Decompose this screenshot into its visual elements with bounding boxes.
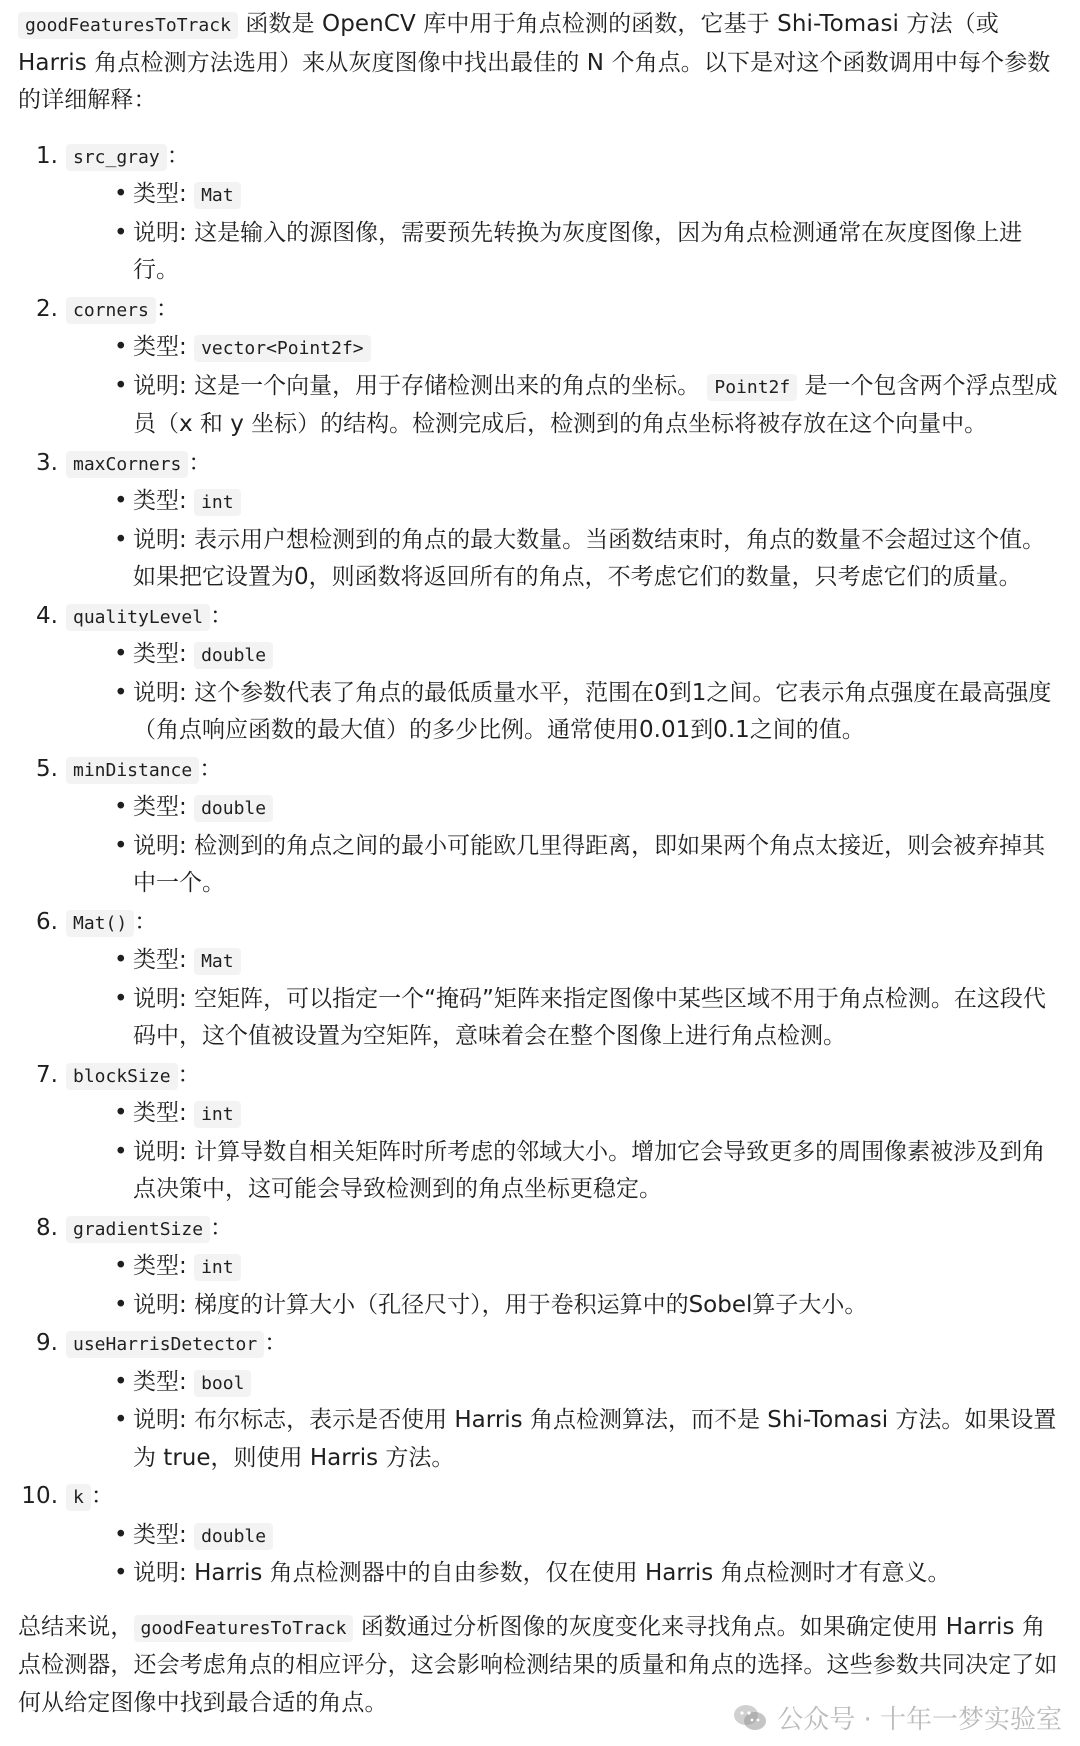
type-value: Mat (194, 948, 241, 975)
bullet-icon: • (114, 1407, 128, 1433)
parameter-name: blockSize (66, 1063, 178, 1090)
parameter-item (18, 904, 1063, 1056)
parameter-name: k (66, 1484, 91, 1511)
parameter-header (66, 1478, 1063, 1517)
bullet-icon: • (114, 1368, 128, 1395)
parameter-name: qualityLevel (66, 604, 210, 631)
document (18, 6, 1063, 1722)
description-label: 说明: (133, 985, 187, 1012)
item-number: 9. (36, 1330, 58, 1356)
description-line (114, 981, 1063, 1056)
type-value: int (194, 1254, 241, 1281)
type-value: bool (194, 1370, 251, 1397)
description-label: 说明: (133, 1560, 187, 1586)
parameter-item (18, 751, 1063, 903)
bullet-icon: • (114, 985, 128, 1012)
description-text: 这个参数代表了角点的最低质量水平，范围在0到1之间。它表示角点强度在最高强度（角点响应函数的最大值）的多少比例。通常使用0.01到0.1之间的值。 (133, 679, 1052, 743)
type-line (114, 636, 1063, 675)
parameter-header (66, 598, 1063, 637)
parameter-list (18, 138, 1063, 1593)
bullet-icon: • (114, 1253, 128, 1279)
description-text: 计算导数自相关矩阵时所考虑的邻域大小。增加它会导致更多的周围像素被涉及到角点决策中，这可能会导致检测到的角点坐标更稳定。 (133, 1138, 1046, 1202)
type-label: 类型: (133, 1368, 187, 1395)
parameter-name: corners (66, 297, 156, 324)
description-text: 是一个包含两个浮点型成员（x 和 y 坐标）的结构。检测完成后，检测到的角点坐标将被存放在这个向量中。 (133, 372, 1058, 437)
description-text: Harris 角点检测器中的自由参数，仅在使用 Harris 角点检测时才有意义。 (194, 1560, 951, 1586)
parameter-item (18, 138, 1063, 290)
description-text: 这是输入的源图像，需要预先转换为灰度图像，因为角点检测通常在灰度图像上进行。 (133, 219, 1023, 283)
bullet-icon: • (114, 794, 128, 820)
item-number: 2. (36, 295, 58, 322)
description-line (114, 368, 1063, 444)
parameter-details (66, 1517, 1063, 1593)
type-value: double (194, 1523, 273, 1550)
description-text: 空矩阵，可以指定一个“掩码”矩阵来指定图像中某些区域不用于角点检测。在这段代码中，这个值被设置为空矩阵，意味着会在整个图像上进行角点检测。 (133, 985, 1046, 1049)
description-label: 说明: (133, 1138, 187, 1165)
bullet-icon: • (114, 641, 128, 667)
description-label: 说明: (133, 832, 187, 859)
parameter-details (66, 1095, 1063, 1209)
type-label: 类型: (133, 334, 187, 360)
colon: ： (155, 295, 179, 322)
parameter-header (66, 445, 1063, 484)
item-number: 7. (36, 1061, 58, 1088)
parameter-header (66, 904, 1063, 943)
type-line (114, 789, 1063, 828)
type-value: int (194, 489, 241, 516)
type-line (114, 1248, 1063, 1287)
colon: ： (90, 1483, 114, 1509)
summary-text: 函数通过分析图像的灰度变化来寻找角点。如果确定使用 Harris 角点检测器，还会考虑角点的相应评分，这会影响检测结果的质量和角点的选择。这些参数共同决定了如何从给定图像中找到最合适的角点。 (18, 1613, 1058, 1716)
bullet-icon: • (114, 1291, 128, 1318)
colon: ： (177, 1061, 201, 1088)
parameter-name: gradientSize (66, 1216, 210, 1243)
description-label: 说明: (133, 372, 187, 399)
description-line (114, 1134, 1063, 1209)
description-text: 表示用户想检测到的角点的最大数量。当函数结束时，角点的数量不会超过这个值。如果把它设置为0，则函数将返回所有的角点，不考虑它们的数量，只考虑它们的质量。 (133, 526, 1046, 590)
parameter-header (66, 291, 1063, 330)
description-code: Point2f (707, 374, 797, 401)
bullet-icon: • (114, 372, 128, 399)
parameter-header (66, 1057, 1063, 1096)
type-line (114, 1517, 1063, 1556)
parameter-header (66, 1210, 1063, 1249)
bullet-icon: • (114, 1100, 128, 1126)
bullet-icon: • (114, 1560, 128, 1586)
parameter-details (66, 1248, 1063, 1324)
type-label: 类型: (133, 1253, 187, 1279)
colon: ： (134, 908, 158, 935)
intro-paragraph (18, 6, 1063, 120)
parameter-name: Mat() (66, 910, 134, 937)
item-number: 6. (36, 908, 58, 935)
bullet-icon: • (114, 1521, 128, 1548)
item-number: 5. (36, 755, 58, 782)
parameter-details (66, 636, 1063, 750)
type-label: 类型: (133, 794, 187, 820)
bullet-icon: • (114, 832, 128, 859)
wechat-icon (733, 1703, 767, 1733)
type-line (114, 176, 1063, 215)
parameter-details (66, 942, 1063, 1056)
intro-text: 函数是 OpenCV 库中用于角点检测的函数，它基于 Shi-Tomasi 方法（或 Harris 角点检测方法选用）来从灰度图像中找出最佳的 N 个角点。以下是对这个函数调用中每个参数的详细解释： (18, 11, 1051, 113)
type-label: 类型: (133, 488, 187, 514)
parameter-name: maxCorners (66, 451, 188, 478)
colon: ： (264, 1330, 288, 1356)
parameter-header (66, 1325, 1063, 1364)
parameter-name: src_gray (66, 144, 167, 171)
type-label: 类型: (133, 947, 187, 973)
type-label: 类型: (133, 181, 187, 207)
description-line (114, 828, 1063, 903)
intro-function-code: goodFeaturesToTrack (18, 12, 238, 39)
description-line (114, 1402, 1063, 1477)
bullet-icon: • (114, 947, 128, 973)
description-text: 梯度的计算大小（孔径尺寸），用于卷积运算中的Sobel算子大小。 (194, 1291, 868, 1318)
type-value: int (194, 1101, 241, 1128)
parameter-item (18, 598, 1063, 750)
bullet-icon: • (114, 334, 128, 360)
type-label: 类型: (133, 1100, 187, 1126)
bullet-icon: • (114, 488, 128, 514)
description-line (114, 1287, 1063, 1325)
colon: ： (199, 755, 223, 782)
type-line (114, 329, 1063, 368)
description-text: 布尔标志，表示是否使用 Harris 角点检测算法，而不是 Shi-Tomasi 方法。如果设置为 true，则使用 Harris 方法。 (133, 1407, 1057, 1471)
parameter-item (18, 445, 1063, 597)
bullet-icon: • (114, 526, 128, 553)
type-value: Mat (194, 182, 241, 209)
watermark-text: 公众号 · 十年一梦实验室 (777, 1705, 1062, 1735)
bullet-icon: • (114, 679, 128, 706)
description-line (114, 675, 1063, 750)
item-number: 3. (36, 449, 58, 476)
summary-pre: 总结来说， (18, 1613, 134, 1640)
colon: ： (210, 602, 234, 629)
item-number: 4. (36, 602, 58, 629)
type-line (114, 1095, 1063, 1134)
description-line (114, 215, 1063, 290)
bullet-icon: • (114, 181, 128, 207)
colon: ： (188, 449, 212, 476)
parameter-details (66, 483, 1063, 597)
description-text: 这是一个向量，用于存储检测出来的角点的坐标。 (194, 372, 701, 399)
parameter-name: useHarrisDetector (66, 1331, 264, 1358)
item-number: 8. (36, 1214, 58, 1241)
type-label: 类型: (133, 1521, 187, 1548)
parameter-item (18, 1325, 1063, 1477)
summary-function-code: goodFeaturesToTrack (134, 1615, 354, 1642)
colon: ： (166, 142, 190, 169)
type-line (114, 483, 1063, 522)
description-text: 检测到的角点之间的最小可能欧几里得距离，即如果两个角点太接近，则会被弃掉其中一个。 (133, 832, 1046, 896)
parameter-details (66, 176, 1063, 290)
parameter-details (66, 329, 1063, 444)
parameter-details (66, 789, 1063, 903)
description-label: 说明: (133, 679, 187, 706)
type-line (114, 942, 1063, 981)
parameter-item (18, 1210, 1063, 1325)
item-number: 1. (36, 142, 58, 169)
watermark (733, 1699, 1062, 1736)
type-value: double (194, 642, 273, 669)
description-label: 说明: (133, 1407, 187, 1433)
parameter-name: minDistance (66, 757, 199, 784)
item-number: 10. (21, 1483, 58, 1509)
parameter-header (66, 138, 1063, 177)
description-line (114, 1555, 1063, 1593)
parameter-header (66, 751, 1063, 790)
type-label: 类型: (133, 641, 187, 667)
colon: ： (210, 1214, 234, 1241)
description-label: 说明: (133, 1291, 187, 1318)
parameter-details (66, 1364, 1063, 1478)
description-line (114, 522, 1063, 597)
bullet-icon: • (114, 219, 128, 246)
description-label: 说明: (133, 526, 187, 553)
type-value: double (194, 795, 273, 822)
parameter-item (18, 1057, 1063, 1209)
type-value: vector<Point2f> (194, 335, 371, 362)
description-label: 说明: (133, 219, 187, 246)
parameter-item (18, 1478, 1063, 1593)
bullet-icon: • (114, 1138, 128, 1165)
type-line (114, 1364, 1063, 1403)
parameter-item (18, 291, 1063, 444)
